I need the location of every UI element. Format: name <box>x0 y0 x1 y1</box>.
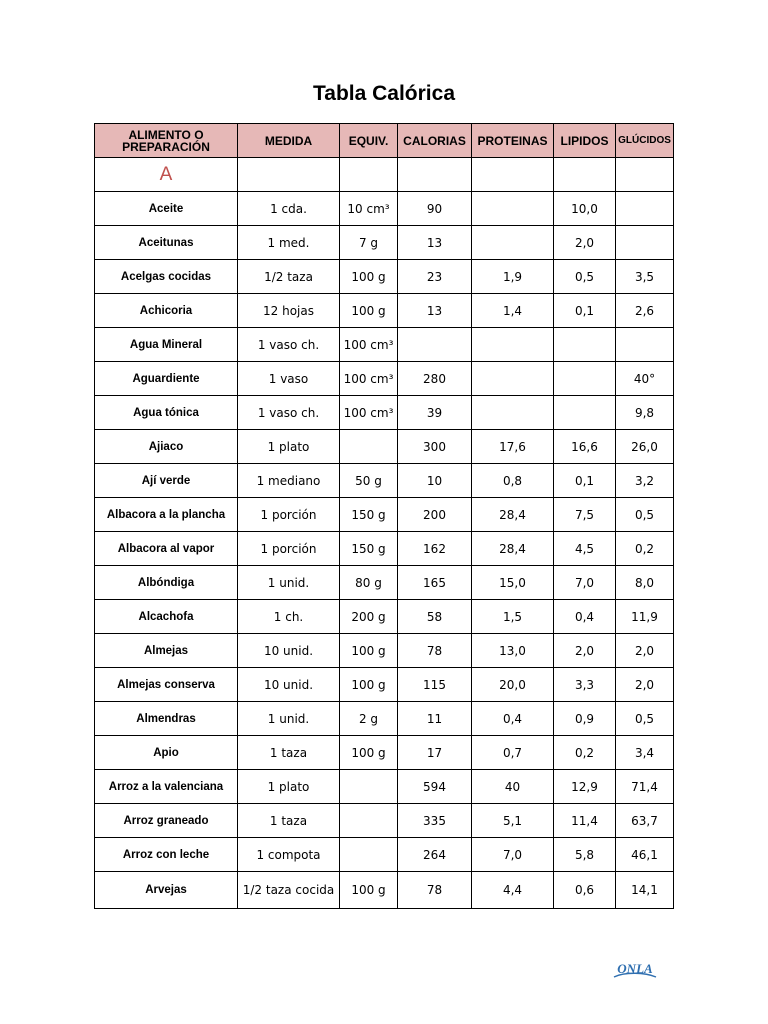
cell-equiv: 100 g <box>340 872 398 909</box>
table-row <box>95 260 674 294</box>
cell-medida: 1 porción <box>238 498 340 532</box>
cell-glucidos: 14,1 <box>616 872 674 909</box>
cell-medida: 1 plato <box>238 430 340 464</box>
cell-equiv: 80 g <box>340 566 398 600</box>
cell-calorias: 264 <box>398 838 472 872</box>
cell-food: Aguardiente <box>95 362 238 396</box>
table-row <box>95 872 674 909</box>
cell-lipidos: 12,9 <box>554 770 616 804</box>
cell-glucidos: 3,4 <box>616 736 674 770</box>
cell-food: Arroz con leche <box>95 838 238 872</box>
header-lipidos: LIPIDOS <box>554 124 616 158</box>
table-row <box>95 532 674 566</box>
cell-proteinas <box>472 226 554 260</box>
cell-proteinas: 20,0 <box>472 668 554 702</box>
cell-equiv: 150 g <box>340 498 398 532</box>
cell-equiv: 100 g <box>340 634 398 668</box>
header-equiv: EQUIV. <box>340 124 398 158</box>
cell-proteinas <box>472 396 554 430</box>
section-letter-row <box>95 158 674 192</box>
header-medida: MEDIDA <box>238 124 340 158</box>
cell-equiv: 100 cm³ <box>340 396 398 430</box>
cell-lipidos: 0,9 <box>554 702 616 736</box>
cell-proteinas: 0,7 <box>472 736 554 770</box>
cell-proteinas: 40 <box>472 770 554 804</box>
cell-calorias: 78 <box>398 634 472 668</box>
cell-lipidos: 11,4 <box>554 804 616 838</box>
cell-food: Arvejas <box>95 872 238 909</box>
cell-proteinas: 0,4 <box>472 702 554 736</box>
cell-calorias: 162 <box>398 532 472 566</box>
cell-medida: 1 unid. <box>238 702 340 736</box>
cell-proteinas: 5,1 <box>472 804 554 838</box>
cell-proteinas: 28,4 <box>472 532 554 566</box>
cell-lipidos: 0,2 <box>554 736 616 770</box>
cell-proteinas <box>472 328 554 362</box>
cell-equiv: 150 g <box>340 532 398 566</box>
cell-lipidos: 7,5 <box>554 498 616 532</box>
cell-lipidos <box>554 362 616 396</box>
cell-calorias: 23 <box>398 260 472 294</box>
cell-calorias <box>398 328 472 362</box>
cell-equiv <box>340 430 398 464</box>
header-calorias: CALORIAS <box>398 124 472 158</box>
cell-food: Almendras <box>95 702 238 736</box>
cell-glucidos: 40° <box>616 362 674 396</box>
cell-glucidos: 11,9 <box>616 600 674 634</box>
cell-lipidos <box>554 328 616 362</box>
section-letter-cell <box>95 158 238 192</box>
table-row <box>95 804 674 838</box>
cell-medida: 12 hojas <box>238 294 340 328</box>
empty-cell <box>340 158 398 192</box>
cell-food: Albacora al vapor <box>95 532 238 566</box>
cell-glucidos: 63,7 <box>616 804 674 838</box>
cell-calorias: 165 <box>398 566 472 600</box>
cell-lipidos: 2,0 <box>554 226 616 260</box>
logo-icon <box>612 959 658 981</box>
cell-glucidos: 0,2 <box>616 532 674 566</box>
cell-medida: 1 compota <box>238 838 340 872</box>
cell-food: Aceitunas <box>95 226 238 260</box>
cell-food: Agua tónica <box>95 396 238 430</box>
cell-lipidos: 0,1 <box>554 464 616 498</box>
table-row <box>95 566 674 600</box>
cell-calorias: 39 <box>398 396 472 430</box>
cell-food: Almejas conserva <box>95 668 238 702</box>
cell-calorias: 594 <box>398 770 472 804</box>
cell-food: Apio <box>95 736 238 770</box>
cell-glucidos: 2,0 <box>616 634 674 668</box>
table-row <box>95 498 674 532</box>
page-title: Tabla Calórica <box>313 82 455 105</box>
cell-medida: 1 vaso <box>238 362 340 396</box>
cell-lipidos: 10,0 <box>554 192 616 226</box>
cell-calorias: 13 <box>398 226 472 260</box>
cell-food: Alcachofa <box>95 600 238 634</box>
cell-medida: 1 unid. <box>238 566 340 600</box>
cell-medida: 1 mediano <box>238 464 340 498</box>
cell-proteinas: 1,5 <box>472 600 554 634</box>
cell-medida: 10 unid. <box>238 634 340 668</box>
cell-equiv: 7 g <box>340 226 398 260</box>
cell-proteinas: 7,0 <box>472 838 554 872</box>
cell-glucidos <box>616 192 674 226</box>
cell-proteinas: 1,9 <box>472 260 554 294</box>
cell-food: Albóndiga <box>95 566 238 600</box>
table-row <box>95 736 674 770</box>
cell-medida: 1 med. <box>238 226 340 260</box>
cell-equiv: 2 g <box>340 702 398 736</box>
table-row <box>95 770 674 804</box>
table-row <box>95 464 674 498</box>
cell-food: Agua Mineral <box>95 328 238 362</box>
cell-equiv: 10 cm³ <box>340 192 398 226</box>
cell-calorias: 13 <box>398 294 472 328</box>
cell-proteinas: 15,0 <box>472 566 554 600</box>
cell-medida: 1 taza <box>238 804 340 838</box>
cell-equiv: 50 g <box>340 464 398 498</box>
cell-food: Albacora a la plancha <box>95 498 238 532</box>
cell-equiv <box>340 804 398 838</box>
table-row <box>95 396 674 430</box>
cell-equiv: 100 cm³ <box>340 362 398 396</box>
table-row <box>95 600 674 634</box>
cell-glucidos: 0,5 <box>616 498 674 532</box>
cell-equiv: 100 g <box>340 294 398 328</box>
table-row <box>95 838 674 872</box>
cell-calorias: 78 <box>398 872 472 909</box>
table-row <box>95 702 674 736</box>
cell-medida: 10 unid. <box>238 668 340 702</box>
cell-equiv <box>340 770 398 804</box>
table-row <box>95 294 674 328</box>
cell-glucidos <box>616 328 674 362</box>
cell-medida: 1 vaso ch. <box>238 328 340 362</box>
cell-lipidos: 2,0 <box>554 634 616 668</box>
cell-proteinas: 17,6 <box>472 430 554 464</box>
table-body <box>95 158 674 909</box>
cell-glucidos: 2,6 <box>616 294 674 328</box>
table-row <box>95 328 674 362</box>
table-row <box>95 362 674 396</box>
cell-glucidos: 3,2 <box>616 464 674 498</box>
cell-glucidos <box>616 226 674 260</box>
table-row <box>95 226 674 260</box>
cell-lipidos <box>554 396 616 430</box>
cell-calorias: 10 <box>398 464 472 498</box>
cell-glucidos: 2,0 <box>616 668 674 702</box>
cell-medida: 1 ch. <box>238 600 340 634</box>
cell-lipidos: 3,3 <box>554 668 616 702</box>
cell-glucidos: 9,8 <box>616 396 674 430</box>
calorie-table <box>94 123 674 909</box>
cell-medida: 1 cda. <box>238 192 340 226</box>
cell-medida: 1 taza <box>238 736 340 770</box>
cell-equiv: 100 g <box>340 736 398 770</box>
section-letter: A <box>159 163 173 185</box>
cell-lipidos: 0,6 <box>554 872 616 909</box>
cell-medida: 1/2 taza <box>238 260 340 294</box>
cell-medida: 1/2 taza cocida <box>238 872 340 909</box>
cell-food: Ají verde <box>95 464 238 498</box>
cell-lipidos: 5,8 <box>554 838 616 872</box>
cell-calorias: 58 <box>398 600 472 634</box>
cell-calorias: 17 <box>398 736 472 770</box>
cell-food: Arroz a la valenciana <box>95 770 238 804</box>
cell-lipidos: 16,6 <box>554 430 616 464</box>
cell-proteinas: 1,4 <box>472 294 554 328</box>
cell-proteinas: 4,4 <box>472 872 554 909</box>
cell-glucidos: 3,5 <box>616 260 674 294</box>
cell-medida: 1 porción <box>238 532 340 566</box>
cell-glucidos: 8,0 <box>616 566 674 600</box>
empty-cell <box>238 158 340 192</box>
cell-lipidos: 4,5 <box>554 532 616 566</box>
cell-calorias: 115 <box>398 668 472 702</box>
cell-proteinas <box>472 362 554 396</box>
header-alimento: ALIMENTO O PREPARACIÓN <box>95 124 238 158</box>
cell-proteinas: 13,0 <box>472 634 554 668</box>
cell-food: Ajiaco <box>95 430 238 464</box>
cell-equiv <box>340 838 398 872</box>
cell-calorias: 90 <box>398 192 472 226</box>
svg-text:ONLA: ONLA <box>617 961 653 976</box>
empty-cell <box>554 158 616 192</box>
cell-calorias: 280 <box>398 362 472 396</box>
cell-equiv: 100 g <box>340 668 398 702</box>
cell-food: Arroz graneado <box>95 804 238 838</box>
cell-lipidos: 0,1 <box>554 294 616 328</box>
cell-lipidos: 0,4 <box>554 600 616 634</box>
cell-equiv: 100 g <box>340 260 398 294</box>
cell-food: Aceite <box>95 192 238 226</box>
cell-medida: 1 plato <box>238 770 340 804</box>
cell-glucidos: 46,1 <box>616 838 674 872</box>
header-glucidos: GLÚCIDOS <box>616 124 674 158</box>
cell-food: Achicoria <box>95 294 238 328</box>
cell-proteinas: 0,8 <box>472 464 554 498</box>
table-row <box>95 634 674 668</box>
cell-glucidos: 0,5 <box>616 702 674 736</box>
table-row <box>95 192 674 226</box>
cell-food: Acelgas cocidas <box>95 260 238 294</box>
cell-calorias: 300 <box>398 430 472 464</box>
cell-proteinas <box>472 192 554 226</box>
cell-proteinas: 28,4 <box>472 498 554 532</box>
empty-cell <box>472 158 554 192</box>
header-row <box>95 124 674 158</box>
cell-medida: 1 vaso ch. <box>238 396 340 430</box>
cell-equiv: 200 g <box>340 600 398 634</box>
cell-glucidos: 71,4 <box>616 770 674 804</box>
cell-lipidos: 7,0 <box>554 566 616 600</box>
cell-glucidos: 26,0 <box>616 430 674 464</box>
empty-cell <box>398 158 472 192</box>
cell-calorias: 335 <box>398 804 472 838</box>
table-row <box>95 668 674 702</box>
cell-calorias: 200 <box>398 498 472 532</box>
cell-equiv: 100 cm³ <box>340 328 398 362</box>
cell-lipidos: 0,5 <box>554 260 616 294</box>
table-row <box>95 430 674 464</box>
header-proteinas: PROTEINAS <box>472 124 554 158</box>
empty-cell <box>616 158 674 192</box>
cell-calorias: 11 <box>398 702 472 736</box>
cell-food: Almejas <box>95 634 238 668</box>
